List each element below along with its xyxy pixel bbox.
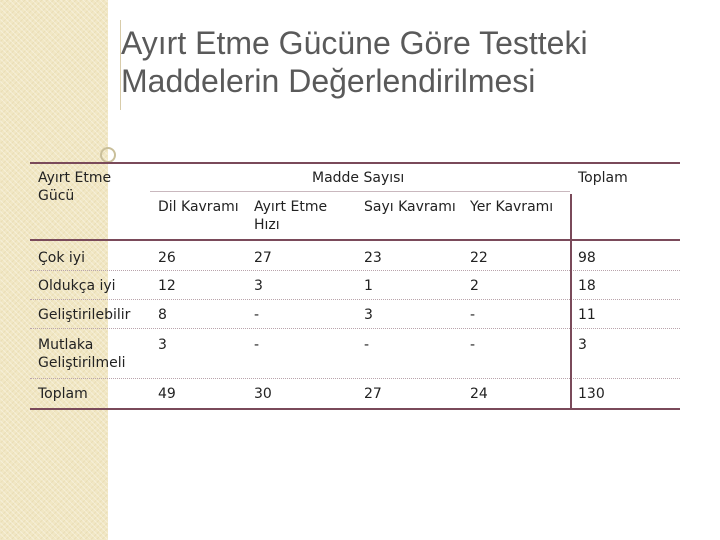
cell-yer: - xyxy=(470,337,476,353)
total-column-separator xyxy=(570,194,572,410)
cell-hiz: 3 xyxy=(254,278,263,294)
header-group-rule xyxy=(150,191,570,192)
header-total: Toplam xyxy=(578,170,628,186)
header-item-count: Madde Sayısı xyxy=(312,170,405,186)
row-label: Mutlaka Geliştirilmeli xyxy=(38,337,126,371)
row-rule-2 xyxy=(30,299,680,300)
cell-sayi: 27 xyxy=(364,386,382,402)
binder-ring-icon xyxy=(100,147,116,163)
cell-sayi: 23 xyxy=(364,250,382,266)
row-rule-4 xyxy=(30,378,680,379)
cell-yer: 24 xyxy=(470,386,488,402)
cell-yer: 2 xyxy=(470,278,479,294)
cell-yer: 22 xyxy=(470,250,488,266)
header-power: Ayırt Etme Gücü xyxy=(38,170,112,204)
title-line-1: Ayırt Etme Gücüne Göre Testteki xyxy=(121,25,588,61)
cell-dil: 49 xyxy=(158,386,176,402)
cell-dil: 12 xyxy=(158,278,176,294)
cell-total: 18 xyxy=(578,278,596,294)
row-rule-3 xyxy=(30,328,680,329)
cell-dil: 26 xyxy=(158,250,176,266)
row-label: Çok iyi xyxy=(38,250,85,266)
slide-title xyxy=(121,24,711,100)
header-bottom-rule xyxy=(30,239,680,241)
results-table xyxy=(30,162,680,410)
cell-dil: 3 xyxy=(158,337,167,353)
cell-hiz: 27 xyxy=(254,250,272,266)
cell-sayi: 1 xyxy=(364,278,373,294)
subheader-hiz: Ayırt Etme Hızı xyxy=(254,199,328,233)
cell-hiz: 30 xyxy=(254,386,272,402)
row-label: Geliştirilebilir xyxy=(38,307,131,323)
cell-hiz: - xyxy=(254,337,260,353)
table-bottom-rule xyxy=(30,408,680,410)
table-top-rule xyxy=(30,162,680,164)
cell-total: 11 xyxy=(578,307,596,323)
cell-sayi: - xyxy=(364,337,370,353)
title-line-2: Maddelerin Değerlendirilmesi xyxy=(121,63,536,99)
cell-dil: 8 xyxy=(158,307,167,323)
row-label: Toplam xyxy=(38,386,88,402)
subheader-dil: Dil Kavramı xyxy=(158,199,239,215)
subheader-sayi: Sayı Kavramı xyxy=(364,199,456,215)
cell-total: 3 xyxy=(578,337,587,353)
cell-sayi: 3 xyxy=(364,307,373,323)
subheader-yer: Yer Kavramı xyxy=(470,199,554,215)
cell-yer: - xyxy=(470,307,476,323)
row-label: Oldukça iyi xyxy=(38,278,116,294)
cell-total: 98 xyxy=(578,250,596,266)
row-rule-1 xyxy=(30,270,680,271)
cell-total: 130 xyxy=(578,386,605,402)
cell-hiz: - xyxy=(254,307,260,323)
